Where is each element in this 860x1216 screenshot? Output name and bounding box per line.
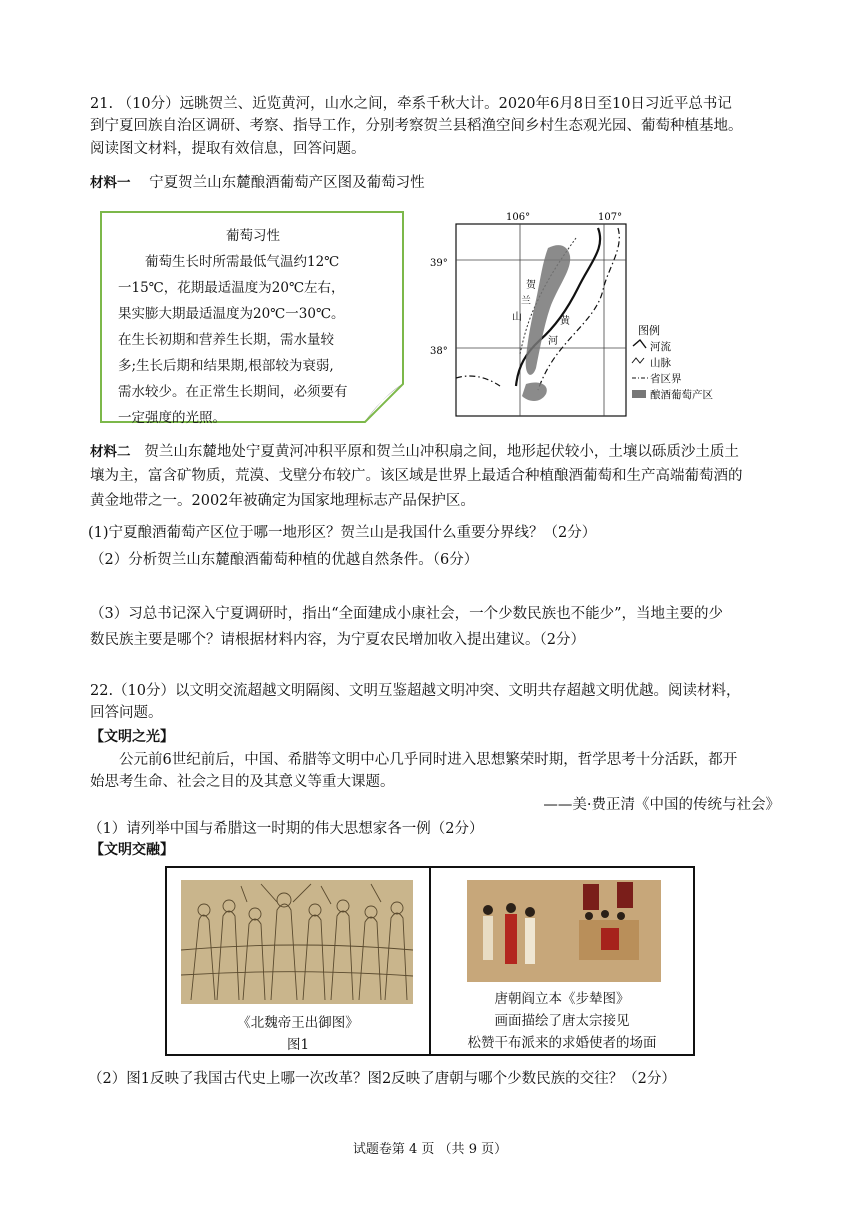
material1-heading [90,172,780,194]
note-title: 葡萄习性 [226,228,280,244]
grape-habit-note [100,211,404,426]
grape-legend-icon [632,390,646,398]
q21-intro-line-1: 21. （10分）远眺贺兰、近览黄河，山水之间，牵系千秋大计。2020年6月8日至10日习近平总书记 [90,96,732,112]
q21-intro [90,93,780,160]
grape-region-south [522,382,547,401]
lat-label-39: 39° [430,258,448,269]
page-footer: 试题卷第 4 页 （共 9 页） [352,1142,508,1157]
note-line-4: 在生长初期和营养生长期，需水量较 [118,332,334,348]
material2-line-2: 壤为主，富含矿物质，荒漠、戈壁分布较广。该区域是世界上最适合种植酿酒葡萄和生产高端葡萄酒的 [90,468,743,485]
q21-intro-line-2: 到宁夏回族自治区调研、考察、指导工作，分别考察贺兰县稻渔空间乡村生态观光园、葡萄种植基地。 [90,118,743,135]
figure-1-label: 图1 [286,1037,310,1053]
section1-line-1: 公元前6世纪前后，中国、希腊等文明中心几乎同时进入思想繁荣时期，哲学思考十分活跃，都开 [119,752,738,768]
section-civilization-fusion: 【文明交融】 [90,842,174,858]
grape-region-main [526,245,571,375]
q21-sub3-line-1: （3）习总书记深入宁夏调研时，指出“全面建成小康社会，一个少数民族也不能少”，当地主要的少 [90,606,724,622]
section1-source: ——美·费正清《中国的传统与社会》 [543,796,780,813]
legend-mountain: 山脉 [650,357,671,369]
material2 [90,441,780,512]
lon-label-107: 107° [598,212,623,223]
section1-line-2: 始思考生命、社会之目的及其意义等重大课题。 [90,774,395,791]
material2-label: 材料二 [90,444,131,460]
figure-panel [165,866,695,1056]
q21-sub3-line-2: 数民族主要是哪个？请根据材料内容，为宁夏农民增加收入提出建议。（2分） [90,632,585,649]
material2-line-3: 黄金地带之一。2002年被确定为国家地理标志产品保护区。 [90,492,475,509]
figure-2-caption-line-1: 唐朝阎立本《步辇图》 [494,991,630,1007]
mountain-char-3: 山 [512,312,522,323]
q21-sub2: （2）分析贺兰山东麓酿酒葡萄种植的优越自然条件。（6分） [90,552,479,568]
note-line-1: 葡萄生长时所需最低气温约12℃ [145,254,340,270]
material1-label: 材料一 [90,175,131,191]
q21-sub1: (1)宁夏酿酒葡萄产区位于哪一地形区？贺兰山是我国什么重要分界线？（2分） [88,525,597,541]
note-line-7: 一定强度的光照。 [118,410,226,426]
river-char-2: 河 [548,336,558,347]
q22-sub1: （1）请列举中国与希腊这一时期的伟大思想家各一例（2分） [88,821,484,837]
note-line-5: 多;生长后期和结果期,根部较为衰弱, [118,358,334,374]
grape-region-map [428,208,728,420]
note-line-6: 需水较少。在正常生长期间，必须要有 [118,384,348,400]
legend-river: 河流 [650,341,671,353]
legend-boundary: 省区界 [650,373,682,385]
river-legend-icon [633,340,646,348]
figure-2-caption-line-2: 画面描绘了唐太宗接见 [494,1013,630,1029]
legend-title: 图例 [638,324,660,337]
note-line-2: 一15℃，花期最适温度为20℃左右， [118,280,345,296]
lat-label-38: 38° [430,346,448,357]
mountain-char-2: 兰 [521,296,531,307]
figure-1-cell [167,868,431,1054]
q22-intro [90,680,780,725]
material2-text-1: 贺兰山东麓地处宁夏黄河冲积平原和贺兰山冲积扇之间，地形起伏较小，土壤以砾质沙土质土 [144,444,739,460]
legend-grape-region: 酿酒葡萄产区 [650,389,713,401]
river-char-1: 黄 [560,316,570,327]
material2-line-1 [90,441,780,463]
section1-text [90,749,780,816]
mountain-legend-icon [632,358,644,363]
q22-intro-line-1: 22.（10分）以文明交流超越文明隔阂、文明互鉴超越文明冲突、文明共存超越文明优越。阅读材料， [90,683,741,699]
page-curl-icon [356,383,404,423]
mountain-char-1: 贺 [526,280,536,291]
northern-wei-emperor-image [181,880,413,1004]
q21-sub3 [90,603,780,652]
figure-1-caption: 《北魏帝王出御图》 [237,1015,359,1031]
lon-label-106: 106° [506,212,531,223]
bunian-tu-painting-image [467,880,661,982]
figure-2-cell [431,868,693,1054]
q22-sub2: （2）图1反映了我国古代史上哪一次改革？图2反映了唐朝与哪个少数民族的交往？（2分） [88,1071,676,1087]
q21-intro-line-3: 阅读图文材料，提取有效信息，回答问题。 [90,140,366,157]
q22-intro-line-2: 回答问题。 [90,705,163,722]
figure-2-caption-line-3: 松赞干布派来的求婚使者的场面 [467,1035,657,1051]
province-boundary-west [456,376,500,386]
section-civilization-light: 【文明之光】 [90,729,174,745]
material1-title: 宁夏贺兰山东麓酿酒葡萄产区图及葡萄习性 [149,175,425,191]
note-line-3: 果实膨大期最适温度为20℃一30℃。 [118,306,345,322]
